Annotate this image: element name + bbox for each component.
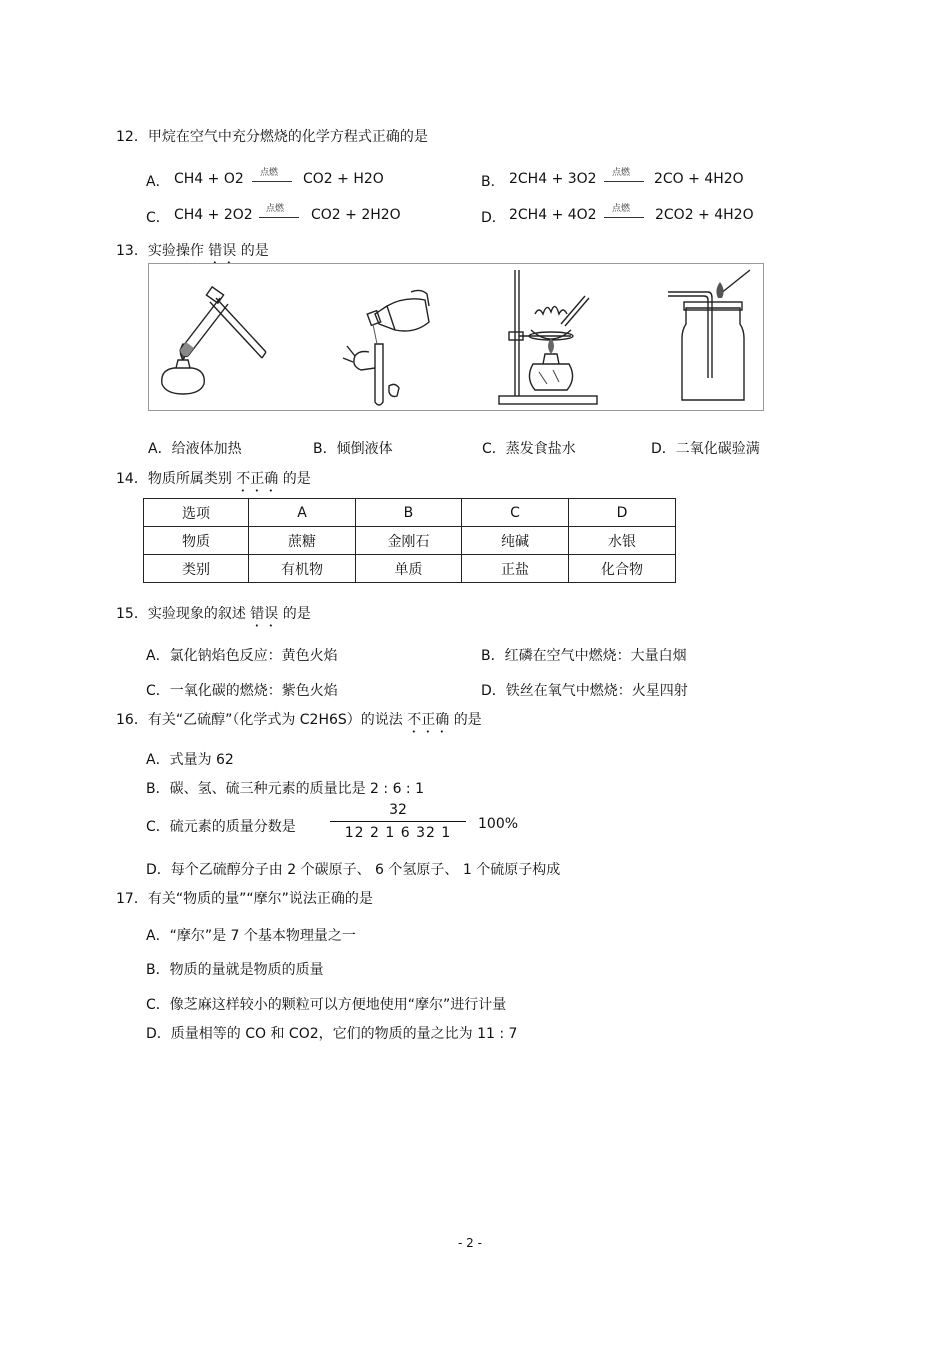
q13-option-b[interactable]: B．倾倒液体 xyxy=(313,441,393,457)
fraction-denominator: 12 2 1 6 32 1 xyxy=(344,825,452,841)
q15-option-b[interactable]: B．红磷在空气中燃烧：大量白烟 xyxy=(481,648,687,664)
q12-option-a-arrow xyxy=(252,181,292,182)
q12-option-a-reactants: CH4 + O2 xyxy=(174,171,244,187)
q13-stem-post: 的是 xyxy=(240,243,269,259)
q14-stem-emphasis: 不正确 xyxy=(236,471,279,487)
table-row xyxy=(144,555,676,583)
q15-stem-emphasis: 错误 xyxy=(250,606,279,622)
q15-stem xyxy=(116,603,311,630)
q12-option-c-reactants: CH4 + 2O2 xyxy=(174,207,253,223)
q12-option-d-label: D． xyxy=(481,210,506,226)
q12-option-d-reactants: 2CH4 + 4O2 xyxy=(509,207,597,223)
table-cell: 选项 xyxy=(144,499,249,527)
q16-stem-post: 的是 xyxy=(453,712,482,728)
q13-stem-emphasis: 错误 xyxy=(208,243,237,259)
q13-stem-pre: 13．实验操作 xyxy=(116,243,204,259)
table-cell: C xyxy=(461,499,568,527)
q15-option-a[interactable]: A．氯化钠焰色反应：黄色火焰 xyxy=(146,648,338,664)
q12-option-a-products: CO2 + H2O xyxy=(303,171,384,187)
table-cell: D xyxy=(568,499,675,527)
page-number: - 2 - xyxy=(458,1236,482,1250)
evaporation-figure xyxy=(495,268,605,408)
q12-stem: 12．甲烷在空气中充分燃烧的化学方程式正确的是 xyxy=(116,129,428,145)
q14-stem xyxy=(116,468,311,495)
table-cell: 有机物 xyxy=(249,555,356,583)
q12-option-c-label: C． xyxy=(146,210,170,226)
q17-option-d[interactable]: D．质量相等的 CO 和 CO2，它们的物质的量之比为 11 : 7 xyxy=(146,1026,518,1042)
table-cell: A xyxy=(249,499,356,527)
table-cell: 单质 xyxy=(355,555,461,583)
q12-option-b-condition: 点燃 xyxy=(612,168,631,178)
q16-option-b[interactable]: B．碳、氢、硫三种元素的质量比是 2 : 6 : 1 xyxy=(146,781,425,797)
q17-option-a[interactable]: A．“摩尔”是 7 个基本物理量之一 xyxy=(146,928,356,944)
q16-stem xyxy=(116,709,482,736)
table-cell: 蔗糖 xyxy=(249,527,356,555)
heating-liquid-figure xyxy=(150,286,270,406)
mass-fraction-expression xyxy=(330,802,466,841)
q15-option-d[interactable]: D．铁丝在氧气中燃烧：火星四射 xyxy=(481,683,688,699)
table-cell: 水银 xyxy=(568,527,675,555)
q12-option-d-arrow xyxy=(604,217,644,218)
q12-option-c-condition: 点燃 xyxy=(266,204,285,214)
q13-option-a[interactable]: A．给液体加热 xyxy=(148,441,242,457)
q15-stem-pre: 15．实验现象的叙述 xyxy=(116,606,246,622)
fraction-numerator: 32 xyxy=(330,802,466,822)
q12-option-a-label: A． xyxy=(146,174,170,190)
q15-option-c[interactable]: C．一氧化碳的燃烧：紫色火焰 xyxy=(146,683,338,699)
q16-stem-pre: 16．有关“乙硫醇”（化学式为 C2H6S）的说法 xyxy=(116,712,403,728)
q15-stem-post: 的是 xyxy=(282,606,311,622)
q12-option-d-condition: 点燃 xyxy=(612,204,631,214)
q17-option-b[interactable]: B．物质的量就是物质的质量 xyxy=(146,962,324,978)
q12-option-c-arrow xyxy=(259,217,299,218)
table-row xyxy=(144,499,676,527)
q16-option-a[interactable]: A．式量为 62 xyxy=(146,752,234,768)
q12-option-c-products: CO2 + 2H2O xyxy=(311,207,401,223)
pouring-liquid-figure xyxy=(325,286,445,406)
table-cell: 纯碱 xyxy=(461,527,568,555)
q16-option-d[interactable]: D．每个乙硫醇分子由 2 个碳原子、 6 个氢原子、 1 个硫原子构成 xyxy=(146,862,561,878)
q16-stem-emphasis: 不正确 xyxy=(407,712,450,728)
q12-option-b-products: 2CO + 4H2O xyxy=(654,171,744,187)
table-cell: 金刚石 xyxy=(355,527,461,555)
q13-option-c[interactable]: C．蒸发食盐水 xyxy=(482,441,576,457)
table-cell: 物质 xyxy=(144,527,249,555)
q17-option-c[interactable]: C．像芝麻这样较小的颗粒可以方便地使用“摩尔”进行计量 xyxy=(146,997,507,1013)
table-cell: B xyxy=(355,499,461,527)
table-cell: 类别 xyxy=(144,555,249,583)
table-cell: 化合物 xyxy=(568,555,675,583)
q12-option-d-products: 2CO2 + 4H2O xyxy=(655,207,754,223)
q13-option-d[interactable]: D．二氧化碳验满 xyxy=(651,441,760,457)
co2-full-check-figure xyxy=(660,268,770,408)
q12-option-b-arrow xyxy=(604,181,644,182)
q12-option-a-condition: 点燃 xyxy=(260,168,279,178)
q14-category-table xyxy=(143,498,676,583)
q17-stem: 17．有关“物质的量”“摩尔”说法正确的是 xyxy=(116,891,373,907)
q12-option-b-label: B． xyxy=(481,174,505,190)
q14-stem-post: 的是 xyxy=(282,471,311,487)
percent-factor: 100% xyxy=(478,816,519,832)
table-cell: 正盐 xyxy=(461,555,568,583)
q16-option-c-label: C．硫元素的质量分数是 xyxy=(146,819,296,835)
table-row xyxy=(144,527,676,555)
q14-stem-pre: 14．物质所属类别 xyxy=(116,471,232,487)
q12-option-b-reactants: 2CH4 + 3O2 xyxy=(509,171,597,187)
